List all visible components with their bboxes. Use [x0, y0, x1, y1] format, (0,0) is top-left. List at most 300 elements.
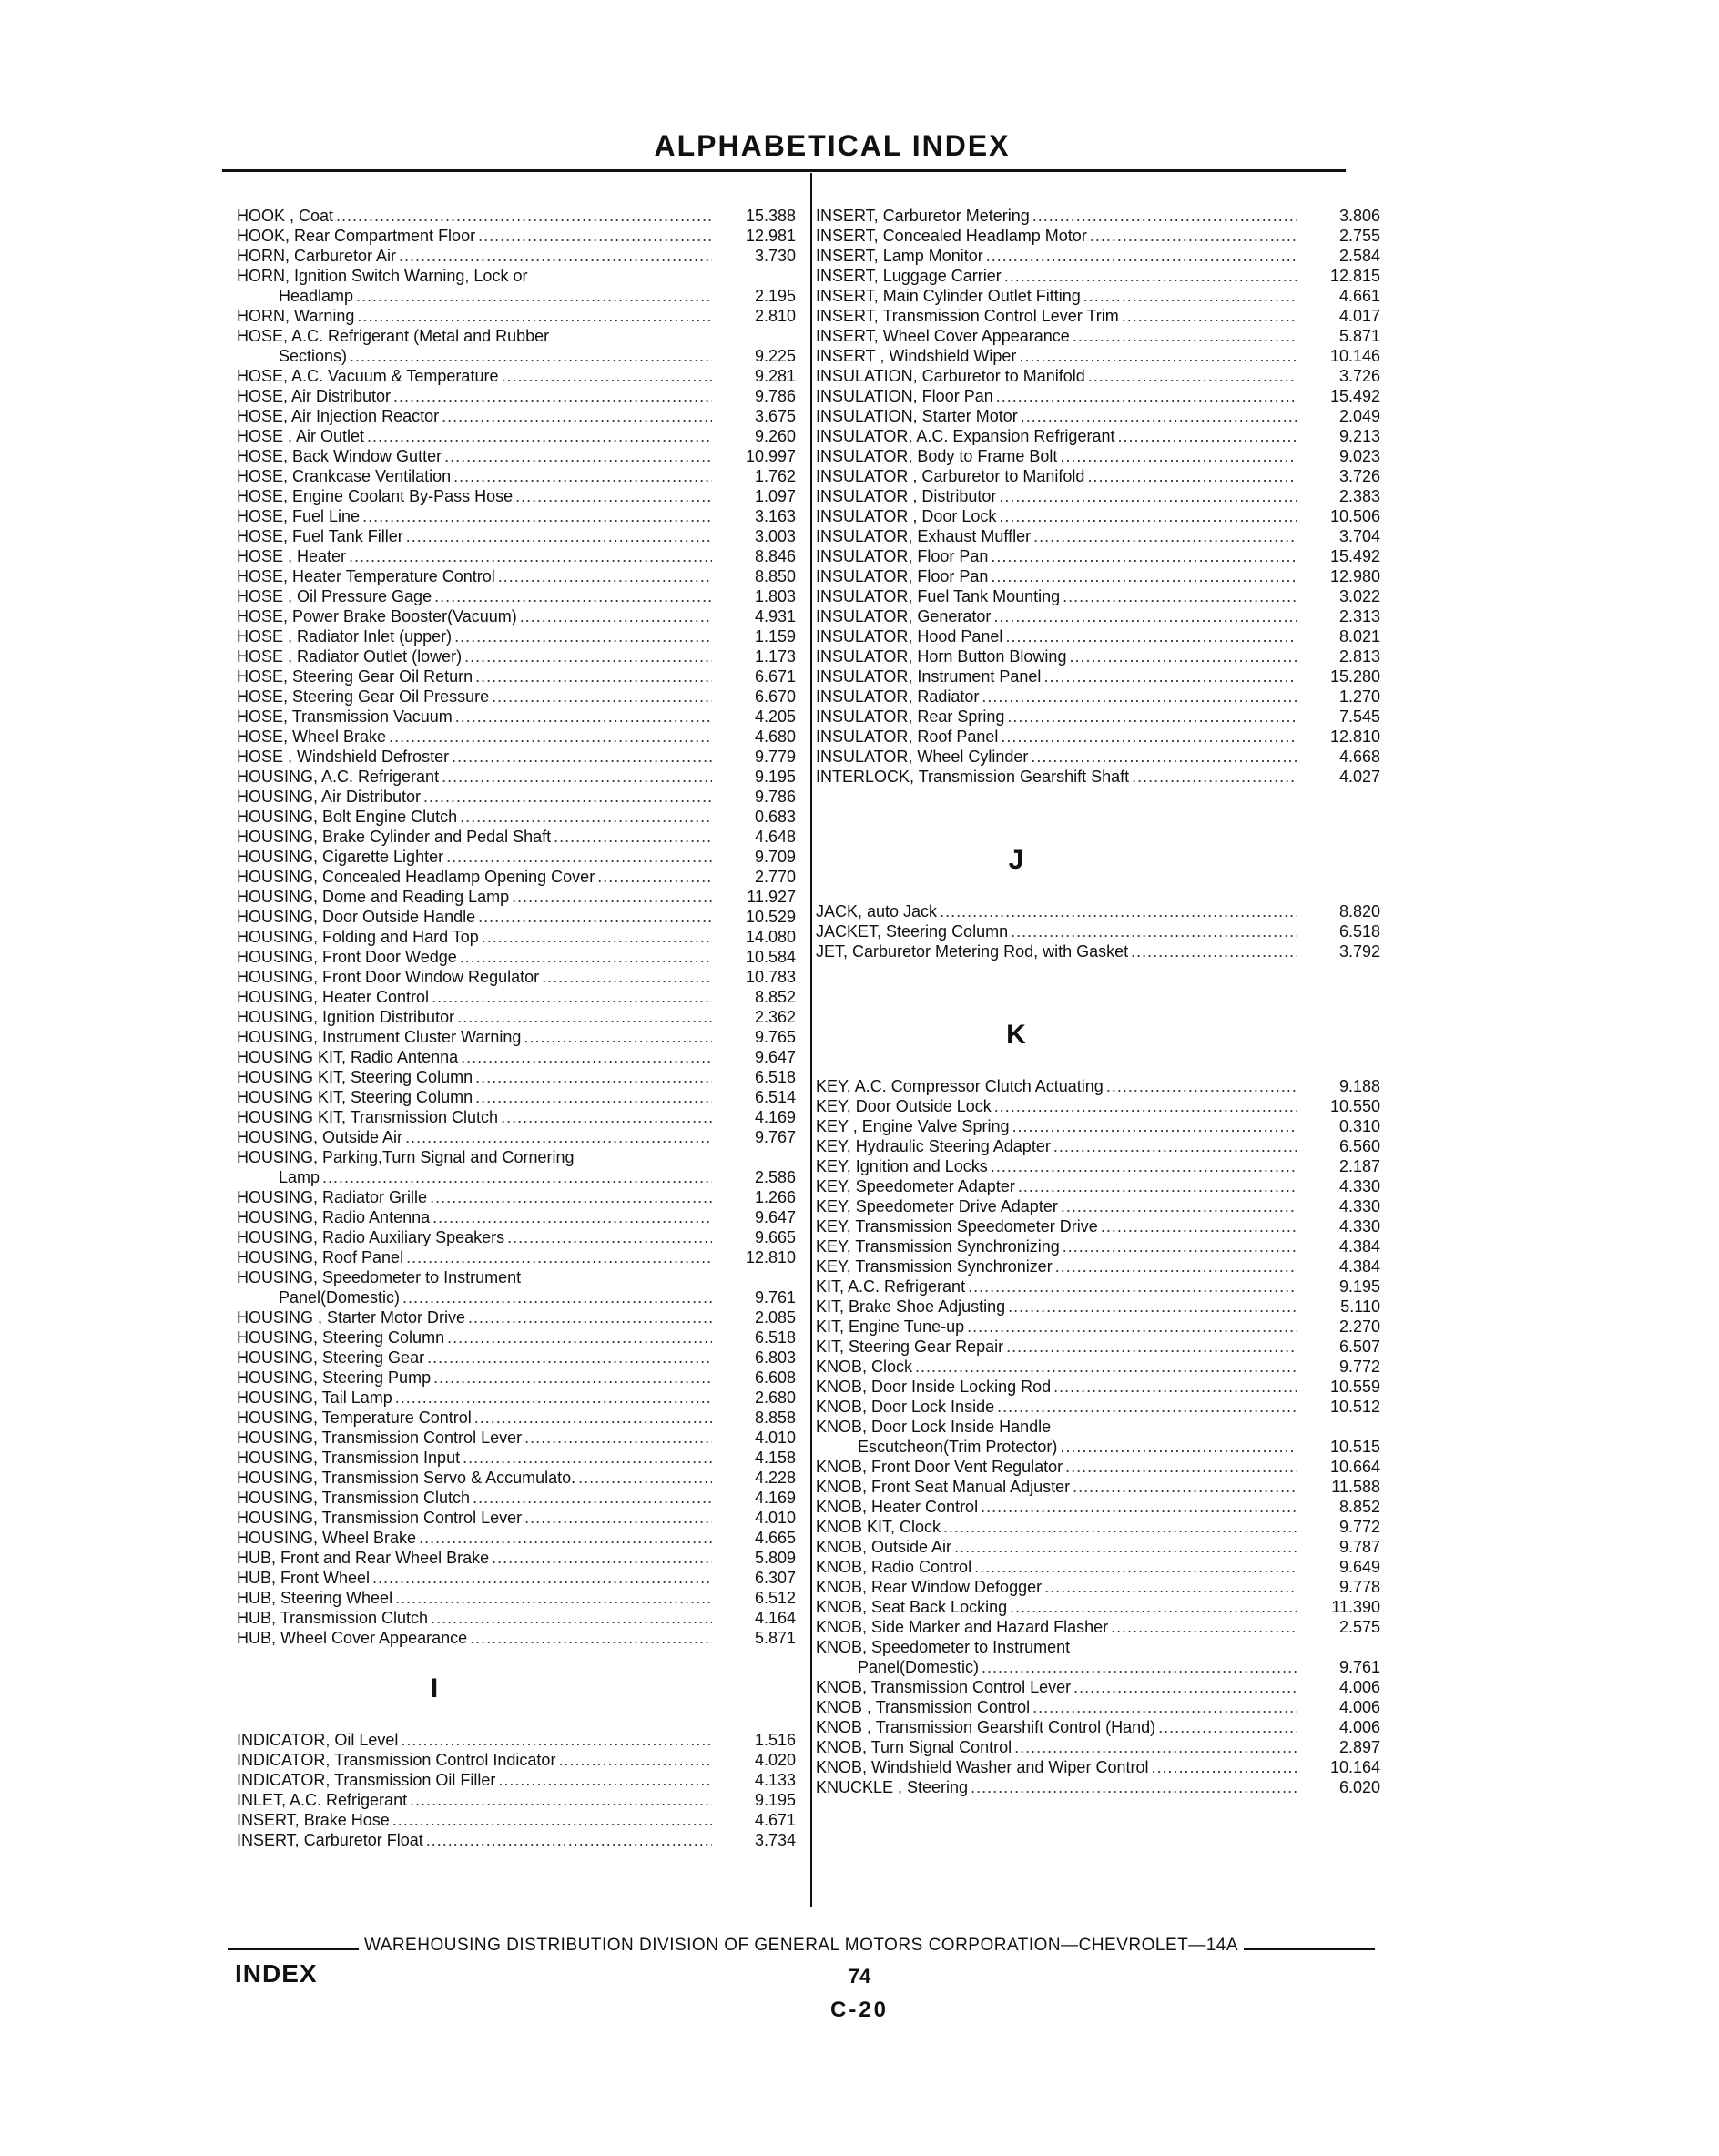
- entry-page-ref: 9.195: [754, 1791, 796, 1809]
- index-entry: [237, 326, 796, 346]
- entry-label: Headlamp: [279, 287, 354, 305]
- dot-leader: [997, 1397, 1297, 1417]
- entry-label: HOUSING, Transmission Clutch: [237, 1489, 471, 1507]
- dot-leader: [1063, 586, 1297, 606]
- entry-page-ref: 4.169: [754, 1108, 796, 1126]
- page-title: ALPHABETICAL INDEX: [654, 129, 1011, 162]
- entry-label: KNOB, Turn Signal Control: [816, 1738, 1012, 1756]
- index-entry-continuation: [237, 286, 796, 306]
- entry-page-ref: 9.023: [1338, 447, 1380, 465]
- dot-leader: [1006, 1337, 1297, 1357]
- index-entry: [237, 747, 796, 767]
- section-letter-heading: I: [430, 1673, 439, 1703]
- index-entry: [816, 606, 1380, 626]
- dot-leader: [1007, 707, 1297, 727]
- entry-page-ref: 9.260: [754, 427, 796, 445]
- index-entry: [237, 526, 796, 546]
- entry-label: KNOB, Front Seat Manual Adjuster: [816, 1478, 1071, 1496]
- entry-page-ref: 1.097: [754, 487, 796, 505]
- entry-page-ref: 4.665: [754, 1529, 796, 1547]
- footer-rule-right: [1244, 1948, 1375, 1950]
- entry-page-ref: 2.586: [754, 1168, 796, 1186]
- index-entry: [237, 1548, 796, 1568]
- dot-leader: [1132, 767, 1297, 787]
- index-entry: [237, 1307, 796, 1327]
- entry-page-ref: 4.017: [1338, 307, 1380, 325]
- entry-label: KEY, Hydraulic Steering Adapter: [816, 1137, 1051, 1155]
- entry-page-ref: 10.584: [745, 948, 796, 966]
- entry-label: KNOB, Door Inside Locking Rod: [816, 1378, 1052, 1396]
- entry-label: HOUSING, Brake Cylinder and Pedal Shaft: [237, 828, 552, 846]
- entry-label: INSULATOR, Generator: [816, 607, 992, 625]
- index-entry: [816, 921, 1380, 941]
- entry-label: HOUSING, Bolt Engine Clutch: [237, 808, 458, 826]
- entry-page-ref: 9.765: [754, 1028, 796, 1046]
- index-entry: [237, 1730, 796, 1750]
- entry-label: HOUSING, Steering Column: [237, 1328, 445, 1347]
- index-entry: [237, 787, 796, 807]
- entry-label: HOUSING, Transmission Input: [237, 1449, 461, 1467]
- entry-page-ref: 12.810: [1329, 727, 1380, 746]
- entry-label: HOSE , Radiator Outlet (lower): [237, 647, 463, 666]
- dot-leader: [971, 1777, 1297, 1797]
- entry-page-ref: 9.647: [754, 1208, 796, 1226]
- dot-leader: [419, 1528, 712, 1548]
- index-entry: [816, 1317, 1380, 1337]
- dot-leader: [492, 686, 712, 707]
- entry-page-ref: 2.362: [754, 1008, 796, 1026]
- entry-label: HOUSING , Starter Motor Drive: [237, 1308, 466, 1327]
- entry-label: KIT, Steering Gear Repair: [816, 1337, 1004, 1356]
- index-entry: [237, 406, 796, 426]
- index-entry: [237, 1790, 796, 1810]
- index-entry: [237, 947, 796, 967]
- entry-label: HOSE, Air Injection Reactor: [237, 407, 440, 425]
- entry-page-ref: 4.330: [1338, 1177, 1380, 1195]
- dot-leader: [1031, 747, 1297, 767]
- index-entry: [816, 206, 1380, 226]
- entry-page-ref: 3.022: [1338, 587, 1380, 605]
- index-entry: [237, 606, 796, 626]
- entry-label: INSERT, Carburetor Metering: [816, 207, 1030, 225]
- entry-page-ref: 9.772: [1338, 1358, 1380, 1376]
- entry-label: KEY, Ignition and Locks: [816, 1157, 988, 1175]
- dot-leader: [524, 1428, 712, 1448]
- entry-label: HOSE, Engine Coolant By-Pass Hose: [237, 487, 514, 505]
- entry-page-ref: 10.529: [745, 908, 796, 926]
- index-entry: [816, 1357, 1380, 1377]
- index-entry: [816, 266, 1380, 286]
- index-entry: [816, 546, 1380, 566]
- entry-page-ref: 4.006: [1338, 1718, 1380, 1736]
- entry-page-ref: 9.767: [754, 1128, 796, 1146]
- index-entry: [237, 1388, 796, 1408]
- entry-label: HOUSING, Radio Auxiliary Speakers: [237, 1228, 505, 1246]
- entry-label: KNOB KIT, Clock: [816, 1518, 941, 1536]
- entry-page-ref: 12.815: [1329, 267, 1380, 285]
- entry-page-ref: 4.133: [754, 1771, 796, 1789]
- index-entry: [237, 1468, 796, 1488]
- entry-label: HOSE, A.C. Refrigerant (Metal and Rubber: [237, 327, 550, 345]
- entry-page-ref: 9.709: [754, 848, 796, 866]
- entry-page-ref: 6.307: [754, 1569, 796, 1587]
- dot-leader: [423, 787, 712, 807]
- entry-page-ref: 4.384: [1338, 1237, 1380, 1256]
- index-entry: [237, 1227, 796, 1247]
- index-entry: [816, 666, 1380, 686]
- entry-page-ref: 9.787: [1338, 1538, 1380, 1556]
- entry-page-ref: 6.608: [754, 1368, 796, 1387]
- entry-page-ref: 6.518: [754, 1328, 796, 1347]
- dot-leader: [389, 727, 712, 747]
- dot-leader: [482, 927, 712, 947]
- entry-page-ref: 4.020: [754, 1751, 796, 1769]
- dot-leader: [433, 1368, 712, 1388]
- entry-page-ref: 2.313: [1338, 607, 1380, 625]
- dot-leader: [1055, 1256, 1297, 1276]
- entry-page-ref: 10.164: [1329, 1758, 1380, 1776]
- entry-page-ref: 2.195: [754, 287, 796, 305]
- entry-page-ref: 4.668: [1338, 747, 1380, 766]
- entry-page-ref: 1.803: [754, 587, 796, 605]
- entry-label: KNOB, Door Lock Inside: [816, 1398, 995, 1416]
- dot-leader: [427, 1348, 712, 1368]
- entry-label: INSULATOR , Distributor: [816, 487, 997, 505]
- index-entry: [237, 1428, 796, 1448]
- entry-page-ref: 9.779: [754, 747, 796, 766]
- entry-page-ref: 2.770: [754, 868, 796, 886]
- entry-page-ref: 2.897: [1338, 1738, 1380, 1756]
- index-entry: [237, 1087, 796, 1107]
- dot-leader: [1011, 921, 1297, 941]
- entry-page-ref: 4.671: [754, 1811, 796, 1829]
- index-entry: [237, 767, 796, 787]
- entry-page-ref: 6.512: [754, 1589, 796, 1607]
- index-entry: [237, 1368, 796, 1388]
- index-entry: [237, 847, 796, 867]
- index-entry: [816, 586, 1380, 606]
- entry-label: HORN, Warning: [237, 307, 355, 325]
- dot-leader: [434, 586, 712, 606]
- entry-label: KNOB, Speedometer to Instrument: [816, 1638, 1071, 1656]
- column-divider: [810, 173, 812, 1907]
- index-entry: [816, 566, 1380, 586]
- entry-label: INSULATOR, Hood Panel: [816, 627, 1003, 646]
- dot-leader: [1033, 526, 1297, 546]
- entry-label: KNOB, Door Lock Inside Handle: [816, 1418, 1052, 1436]
- entry-page-ref: 3.730: [754, 247, 796, 265]
- dot-leader: [1044, 1577, 1297, 1597]
- dot-leader: [1158, 1717, 1297, 1737]
- section-letter-heading: J: [1008, 845, 1024, 875]
- index-entry: [816, 1176, 1380, 1196]
- index-label: INDEX: [235, 1959, 318, 1988]
- index-entry: [816, 526, 1380, 546]
- index-entry: [237, 1127, 796, 1147]
- entry-label: KNOB, Windshield Washer and Wiper Control: [816, 1758, 1149, 1776]
- entry-label: HOUSING, Transmission Control Lever: [237, 1509, 523, 1527]
- entry-label: HORN, Carburetor Air: [237, 247, 397, 265]
- entry-label: HOUSING, Instrument Cluster Warning: [237, 1028, 522, 1046]
- entry-page-ref: 4.010: [754, 1429, 796, 1447]
- dot-leader: [578, 1468, 712, 1488]
- dot-leader: [1088, 366, 1297, 386]
- entry-page-ref: 15.492: [1329, 387, 1380, 405]
- dot-leader: [426, 1830, 712, 1850]
- entry-label: HUB, Steering Wheel: [237, 1589, 393, 1607]
- index-entry: [816, 901, 1380, 921]
- entry-page-ref: 4.205: [754, 707, 796, 726]
- entry-page-ref: 6.671: [754, 667, 796, 686]
- entry-page-ref: 3.003: [754, 527, 796, 545]
- dot-leader: [1073, 326, 1297, 346]
- index-entry: [816, 626, 1380, 646]
- entry-page-ref: 2.187: [1338, 1157, 1380, 1175]
- index-entry: [816, 1076, 1380, 1096]
- entry-label: HUB, Transmission Clutch: [237, 1609, 429, 1627]
- entry-page-ref: 4.680: [754, 727, 796, 746]
- entry-label: INSERT, Lamp Monitor: [816, 247, 983, 265]
- dot-leader: [492, 1548, 712, 1568]
- entry-label: HOUSING, A.C. Refrigerant: [237, 768, 440, 786]
- entry-page-ref: 12.980: [1329, 567, 1380, 585]
- dot-leader: [991, 566, 1297, 586]
- dot-leader: [432, 987, 712, 1007]
- dot-leader: [520, 606, 712, 626]
- dot-leader: [940, 901, 1297, 921]
- index-entry: [816, 246, 1380, 266]
- entry-label: INSULATION, Carburetor to Manifold: [816, 367, 1085, 385]
- entry-label: HOUSING, Steering Pump: [237, 1368, 432, 1387]
- index-entry: [816, 466, 1380, 486]
- entry-page-ref: 6.518: [1338, 922, 1380, 941]
- entry-page-ref: 2.810: [754, 307, 796, 325]
- index-entry: [237, 446, 796, 466]
- entry-page-ref: 7.545: [1338, 707, 1380, 726]
- entry-page-ref: 1.266: [754, 1188, 796, 1206]
- entry-label: INSERT, Luggage Carrier: [816, 267, 1002, 285]
- entry-page-ref: 6.518: [754, 1068, 796, 1086]
- entry-label: HOSE, Transmission Vacuum: [237, 707, 453, 726]
- entry-page-ref: 1.270: [1338, 687, 1380, 706]
- entry-page-ref: 3.806: [1338, 207, 1380, 225]
- entry-page-ref: 4.006: [1338, 1678, 1380, 1696]
- index-entry: [237, 1830, 796, 1850]
- index-entry: [237, 386, 796, 406]
- entry-label: HOUSING, Front Door Window Regulator: [237, 968, 540, 986]
- index-entry: [816, 1677, 1380, 1697]
- dot-leader: [470, 1628, 712, 1648]
- index-entry: [237, 686, 796, 707]
- entry-page-ref: 10.783: [745, 968, 796, 986]
- entry-page-ref: 6.514: [754, 1088, 796, 1106]
- entry-label: Escutcheon(Trim Protector): [858, 1438, 1058, 1456]
- entry-page-ref: 4.931: [754, 607, 796, 625]
- index-entry: [237, 666, 796, 686]
- entry-page-ref: 9.281: [754, 367, 796, 385]
- index-entry: [816, 1236, 1380, 1256]
- dot-leader: [444, 446, 712, 466]
- entry-page-ref: 4.169: [754, 1489, 796, 1507]
- dot-leader: [554, 827, 712, 847]
- dot-leader: [460, 947, 712, 967]
- entry-page-ref: 9.786: [754, 788, 796, 806]
- entry-page-ref: 5.871: [754, 1629, 796, 1647]
- dot-leader: [392, 1810, 712, 1830]
- index-column-left: [237, 206, 796, 1850]
- entry-label: INSERT, Carburetor Float: [237, 1831, 423, 1849]
- page-number: 74: [848, 1965, 871, 1988]
- dot-leader: [475, 1087, 712, 1107]
- dot-leader: [1106, 1076, 1297, 1096]
- dot-leader: [498, 566, 712, 586]
- index-entry: [237, 426, 796, 446]
- entry-label: JACKET, Steering Column: [816, 922, 1009, 941]
- index-entry: [237, 1047, 796, 1067]
- dot-leader: [1090, 226, 1297, 246]
- dot-leader: [981, 1497, 1297, 1517]
- entry-page-ref: 15.280: [1329, 667, 1380, 686]
- index-entry: [816, 1417, 1380, 1437]
- entry-page-ref: 9.213: [1338, 427, 1380, 445]
- index-entry: [816, 686, 1380, 707]
- entry-label: KNOB, Side Marker and Hazard Flasher: [816, 1618, 1109, 1636]
- index-entry: [237, 1147, 796, 1167]
- entry-page-ref: 4.027: [1338, 768, 1380, 786]
- dot-leader: [474, 1408, 712, 1428]
- dot-leader: [442, 767, 712, 787]
- section-code: C-20: [829, 1998, 890, 2022]
- index-entry: [816, 1136, 1380, 1156]
- dot-leader: [322, 1167, 712, 1187]
- index-entry: [816, 386, 1380, 406]
- section-gap: [816, 787, 1380, 819]
- entry-label: KNOB, Outside Air: [816, 1538, 952, 1556]
- dot-leader: [395, 1388, 712, 1408]
- dot-leader: [1069, 646, 1297, 666]
- index-entry: [237, 967, 796, 987]
- entry-label: INSULATOR, A.C. Expansion Refrigerant: [816, 427, 1115, 445]
- index-entry: [816, 1276, 1380, 1297]
- entry-label: JET, Carburetor Metering Rod, with Gasket: [816, 942, 1129, 961]
- index-entry: [237, 566, 796, 586]
- dot-leader: [1005, 626, 1297, 646]
- index-entry: [816, 1116, 1380, 1136]
- entry-label: INSERT, Transmission Control Lever Trim: [816, 307, 1119, 325]
- entry-label: HOOK , Coat: [237, 207, 334, 225]
- entry-label: KNOB, Heater Control: [816, 1498, 979, 1516]
- dot-leader: [349, 546, 712, 566]
- entry-label: Panel(Domestic): [858, 1658, 980, 1676]
- entry-label: INSULATOR , Carburetor to Manifold: [816, 467, 1085, 485]
- dot-leader: [1032, 206, 1297, 226]
- entry-label: KNOB, Seat Back Locking: [816, 1598, 1008, 1616]
- index-entry: [237, 266, 796, 286]
- dot-leader: [356, 286, 712, 306]
- entry-label: INSULATOR, Rear Spring: [816, 707, 1005, 726]
- entry-label: INDICATOR, Transmission Control Indicator: [237, 1751, 556, 1769]
- entry-page-ref: 2.383: [1338, 487, 1380, 505]
- index-entry: [237, 867, 796, 887]
- dot-leader: [447, 1327, 712, 1348]
- entry-label: HOSE, Air Distributor: [237, 387, 392, 405]
- dot-leader: [1063, 1236, 1297, 1256]
- entry-label: HOUSING, Transmission Control Lever: [237, 1429, 523, 1447]
- entry-page-ref: 2.680: [754, 1388, 796, 1407]
- entry-page-ref: 4.164: [754, 1609, 796, 1627]
- dot-leader: [478, 226, 712, 246]
- footer-text: WAREHOUSING DISTRIBUTION DIVISION OF GENERAL MOTORS CORPORATION—CHEVROLET—14A: [363, 1936, 1239, 1955]
- entry-label: HUB, Wheel Cover Appearance: [237, 1629, 468, 1647]
- entry-page-ref: 4.648: [754, 828, 796, 846]
- entry-label: INSULATOR , Door Lock: [816, 507, 997, 525]
- dot-leader: [524, 1508, 712, 1528]
- dot-leader: [991, 1156, 1297, 1176]
- dot-leader: [478, 907, 712, 927]
- index-entry: [237, 827, 796, 847]
- dot-leader: [1131, 941, 1297, 961]
- dot-leader: [357, 306, 712, 326]
- entry-page-ref: 1.516: [754, 1731, 796, 1749]
- entry-page-ref: 5.871: [1338, 327, 1380, 345]
- dot-leader: [473, 1488, 712, 1508]
- index-entry: [237, 306, 796, 326]
- entry-page-ref: 9.225: [754, 347, 796, 365]
- index-entry: [816, 1537, 1380, 1557]
- entry-label: INSULATOR, Floor Pan: [816, 547, 989, 565]
- index-entry: [816, 1377, 1380, 1397]
- dot-leader: [367, 426, 712, 446]
- index-entry: [816, 1617, 1380, 1637]
- entry-label: HOUSING KIT, Radio Antenna: [237, 1048, 459, 1066]
- entry-label: HOSE, Wheel Brake: [237, 727, 387, 746]
- dot-leader: [999, 506, 1297, 526]
- dot-leader: [994, 1096, 1297, 1116]
- index-entry: [237, 987, 796, 1007]
- entry-page-ref: 9.188: [1338, 1077, 1380, 1095]
- entry-label: KIT, Brake Shoe Adjusting: [816, 1297, 1006, 1316]
- entry-page-ref: 10.550: [1329, 1097, 1380, 1115]
- entry-label: HORN, Ignition Switch Warning, Lock or: [237, 267, 528, 285]
- entry-label: INSULATOR, Wheel Cylinder: [816, 747, 1029, 766]
- dot-leader: [996, 386, 1297, 406]
- index-entry-continuation: [237, 346, 796, 366]
- entry-page-ref: 2.085: [754, 1308, 796, 1327]
- dot-leader: [475, 1067, 712, 1087]
- index-entry: [816, 1757, 1380, 1777]
- dot-leader: [1053, 1136, 1297, 1156]
- entry-page-ref: 8.852: [754, 988, 796, 1006]
- index-entry: [237, 506, 796, 526]
- index-entry: [237, 1187, 796, 1207]
- index-entry: [237, 1568, 796, 1588]
- entry-label: INSULATOR, Fuel Tank Mounting: [816, 587, 1061, 605]
- entry-page-ref: 10.515: [1329, 1438, 1380, 1456]
- entry-page-ref: 15.492: [1329, 547, 1380, 565]
- index-entry: [816, 1297, 1380, 1317]
- index-entry: [816, 1337, 1380, 1357]
- entry-label: HOUSING KIT, Transmission Clutch: [237, 1108, 499, 1126]
- entry-label: HOUSING, Speedometer to Instrument: [237, 1268, 522, 1286]
- entry-label: Sections): [279, 347, 348, 365]
- dot-leader: [362, 506, 712, 526]
- entry-page-ref: 12.981: [745, 227, 796, 245]
- entry-label: HOUSING, Front Door Wedge: [237, 948, 457, 966]
- entry-label: HOUSING, Dome and Reading Lamp: [237, 888, 510, 906]
- entry-page-ref: 9.647: [754, 1048, 796, 1066]
- dot-leader: [1151, 1757, 1297, 1777]
- entry-page-ref: 10.559: [1329, 1378, 1380, 1396]
